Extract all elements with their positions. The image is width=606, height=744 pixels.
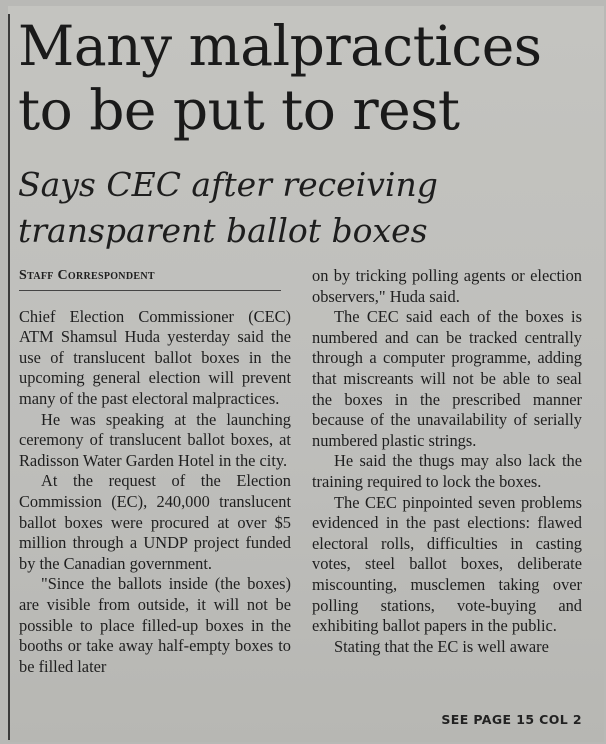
- subheadline-line-1: Says CEC after receiving: [18, 165, 438, 204]
- article-column-right: [312, 266, 582, 657]
- paragraph: Chief Election Commissioner (CEC) ATM Shamsul Huda yesterday said the use of translucent ballot boxes in the upcoming general election will prevent many of the past electoral malpractices.: [19, 306, 291, 408]
- continuation-note: SEE PAGE 15 COL 2: [441, 712, 582, 727]
- column-rule: [8, 14, 10, 740]
- paragraph: At the request of the Election Commission (EC), 240,000 translucent ballot boxes were procured at over $5 million through a UNDP project funded by the Canadian government.: [19, 471, 291, 573]
- paragraph: He said the thugs may also lack the training required to lock the boxes.: [312, 451, 582, 491]
- paragraph: He was speaking at the launching ceremony of translucent ballot boxes, at Radisson Water Garden Hotel in the city.: [19, 409, 291, 470]
- paragraph: on by tricking polling agents or election observers," Huda said.: [312, 266, 582, 306]
- article-column-left: [19, 266, 291, 677]
- headline-line-1: Many malpractices: [18, 14, 542, 78]
- paragraph: Stating that the EC is well aware: [334, 636, 549, 656]
- paragraph: The CEC said each of the boxes is numbered and can be tracked centrally through a computer programme, adding that miscreants will not be able to seal the boxes in the prescribed manner because of the unavailability of serially numbered plastic strings.: [312, 307, 582, 450]
- subheadline: [18, 162, 598, 254]
- paragraph: The CEC pinpointed seven problems evidenced in the past elections: flawed electoral rolls, difficulties in casting votes, steel ballot boxes, deliberate miscounting, musclemen taking over polling stations, vote-buying and exhibiting ballot papers in the public.: [312, 492, 582, 636]
- subheadline-line-2: transparent ballot boxes: [18, 211, 428, 250]
- paragraph: "Since the ballots inside (the boxes) are visible from outside, it will not be possible to place filled-up boxes in the booths or take away half-empty boxes to be filled later: [19, 574, 291, 676]
- byline: Staff Correspondent: [19, 266, 281, 291]
- headline-line-2: to be put to rest: [18, 78, 460, 142]
- headline: [18, 14, 598, 142]
